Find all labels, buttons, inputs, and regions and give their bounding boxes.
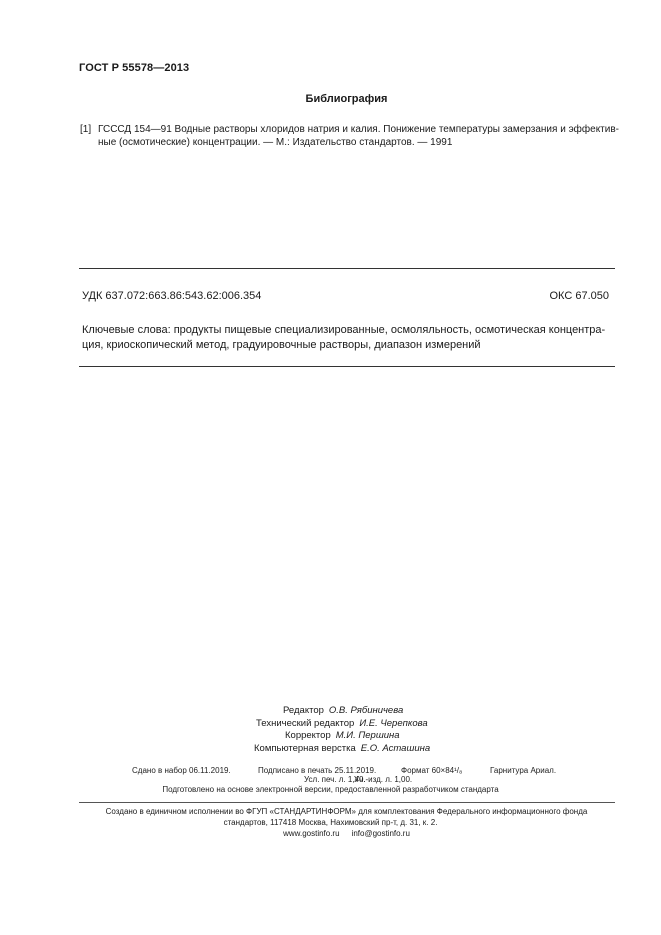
credit-tech-editor: [256, 718, 428, 729]
website-link[interactable]: www.gostinfo.ru: [283, 829, 340, 838]
reference-text-line-1: ГСССД 154—91 Водные растворы хлоридов натрия и калия. Понижение температуры замерзания и эффектив-: [98, 124, 619, 135]
credit-role: Технический редактор: [256, 718, 355, 729]
reference-text-line-2: ные (осмотические) концентрации. — М.: Издательство стандартов. — 1991: [98, 137, 453, 148]
credit-layout: [254, 743, 430, 754]
email-link[interactable]: info@gostinfo.ru: [351, 829, 410, 838]
pub-sign-date: Подписано в печать 25.11.2019.: [258, 766, 377, 775]
credit-proofreader: [285, 730, 400, 741]
credit-role: Корректор: [285, 730, 331, 741]
pub-set-date: Сдано в набор 06.11.2019.: [132, 766, 231, 775]
bibliography-title: Библиография: [305, 93, 388, 105]
standard-id: ГОСТ Р 55578—2013: [79, 62, 190, 74]
reference-number: [1]: [80, 124, 92, 135]
footer-contacts: [0, 829, 661, 838]
footer-line-1: Создано в единичном исполнении во ФГУП «СТАНДАРТИНФОРМ» для комплектования Федерального информационного фонда: [105, 807, 588, 816]
credit-role: Компьютерная верстка: [254, 743, 356, 754]
credit-editor: [283, 705, 403, 716]
footer-line-2: стандартов, 117418 Москва, Нахимовский пр-т, д. 31, к. 2.: [223, 818, 438, 827]
divider-middle: [79, 366, 615, 367]
pub-format: Формат 60×84¹/₈: [401, 766, 463, 775]
pub-prepared-note: Подготовлено на основе электронной версии, предоставленной разработчиком стандарта: [162, 785, 499, 794]
credit-role: Редактор: [283, 705, 324, 716]
pub-edit-sheets: Уч.-изд. л. 1,00.: [354, 775, 413, 784]
credit-name: М.И. Першина: [335, 730, 400, 741]
divider-bottom: [79, 802, 615, 803]
divider-top: [79, 268, 615, 269]
udc-code: УДК 637.072:663.86:543.62:006.354: [82, 290, 262, 302]
credit-name: О.В. Рябиничева: [328, 705, 404, 716]
keywords-line-1: Ключевые слова: продукты пищевые специализированные, осмоляльность, осмотическая концентра-: [82, 324, 606, 336]
oks-code: ОКС 67.050: [549, 290, 609, 302]
keywords-line-2: ция, криоскопический метод, градуировочные растворы, диапазон измерений: [82, 339, 481, 351]
credit-name: И.Е. Черепкова: [359, 718, 428, 729]
pub-typeface: Гарнитура Ариал.: [490, 766, 557, 775]
pub-print-sheets: Усл. печ. л. 1,40.: [304, 775, 366, 784]
credit-name: Е.О. Асташина: [360, 743, 431, 754]
